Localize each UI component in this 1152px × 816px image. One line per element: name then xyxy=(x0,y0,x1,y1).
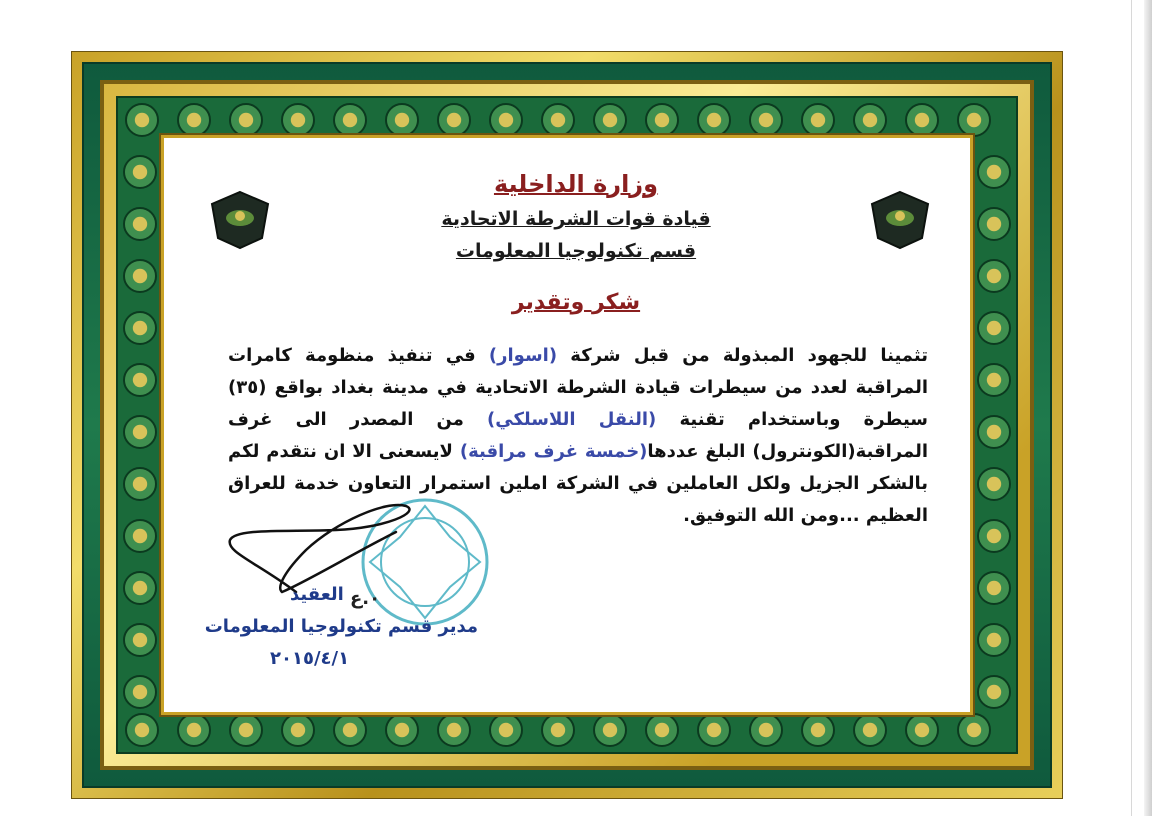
body-part-4: لايسعنى الا ان نتقدم لكم بالشكر الجزيل ولكل العاملين في الشركة املين استمرار التعاون خدمة للعراق العظيم ...ومن الله التوفيق. xyxy=(228,441,928,526)
vine-loop-center xyxy=(133,217,147,231)
signatory-rank: العقيد xyxy=(290,584,344,605)
vine-loop-center xyxy=(133,373,147,387)
department-title: قسم تكنولوجيا المعلومات xyxy=(455,240,697,262)
vine-loop-center xyxy=(133,633,147,647)
vine-loop-center xyxy=(395,723,409,737)
vine-loop-center xyxy=(343,113,357,127)
vine-loop-center xyxy=(291,113,305,127)
signatory-title: مدير قسم تكنولوجيا المعلومات xyxy=(204,616,478,637)
vine-loop-center xyxy=(133,269,147,283)
vine-loop-center xyxy=(135,113,149,127)
vine-loop-center xyxy=(343,723,357,737)
vine-loop-center xyxy=(499,723,513,737)
technology-name: (النقل اللاسلكي) xyxy=(487,409,657,430)
vine-loop-center xyxy=(239,723,253,737)
vine-loop-center xyxy=(987,477,1001,491)
signatory-abbreviation: ٠.ع xyxy=(350,588,381,609)
vine-loop-center xyxy=(133,321,147,335)
vine-loop-center xyxy=(291,723,305,737)
vine-loop-center xyxy=(987,217,1001,231)
vine-loop-center xyxy=(987,685,1001,699)
command-title: قيادة قوات الشرطة الاتحادية xyxy=(441,208,711,230)
vine-loop-center xyxy=(239,113,253,127)
police-emblem-right-icon xyxy=(866,188,934,252)
vine-loop-center xyxy=(967,723,981,737)
vine-loop-center xyxy=(987,529,1001,543)
vine-loop-center xyxy=(133,529,147,543)
vine-loop-center xyxy=(811,113,825,127)
vine-loop-center xyxy=(603,113,617,127)
vine-loop-center xyxy=(863,723,877,737)
certificate-date: ٢٠١٥/٤/١ xyxy=(270,648,350,669)
vine-loop-center xyxy=(707,723,721,737)
vine-loop-center xyxy=(987,425,1001,439)
body-part-2: في تنفيذ منظومة كامرات المراقبة لعدد من سيطرات قيادة الشرطة الاتحادية في مدينة بغداد بواقع (٣٥) سيطرة وباستخدام تقنية xyxy=(228,345,928,430)
body-part-1: تثمينا للجهود المبذولة من قبل شركة xyxy=(557,345,928,366)
vine-loop-center xyxy=(655,723,669,737)
vine-loop-center xyxy=(395,113,409,127)
vine-loop-center xyxy=(915,113,929,127)
body-part-3: من المصدر الى غرف المراقبة(الكونترول) البلغ عددها xyxy=(228,409,929,462)
vine-loop-center xyxy=(707,113,721,127)
vine-loop-center xyxy=(863,113,877,127)
vine-loop-center xyxy=(987,373,1001,387)
vine-loop-center xyxy=(967,113,981,127)
vine-loop-center xyxy=(133,581,147,595)
certificate-heading: شكر وتقدير xyxy=(511,290,641,315)
vine-loop-center xyxy=(447,723,461,737)
vine-loop-center xyxy=(759,113,773,127)
vine-loop-center xyxy=(987,321,1001,335)
vine-loop-center xyxy=(499,113,513,127)
vine-loop-center xyxy=(187,113,201,127)
vine-loop-center xyxy=(655,113,669,127)
police-emblem-left-icon xyxy=(206,188,274,252)
vine-loop-center xyxy=(135,723,149,737)
vine-loop-center xyxy=(987,269,1001,283)
vine-loop-center xyxy=(811,723,825,737)
vine-loop-center xyxy=(447,113,461,127)
vine-loop-center xyxy=(759,723,773,737)
vine-loop-center xyxy=(987,581,1001,595)
vine-loop-center xyxy=(915,723,929,737)
scan-border-line xyxy=(1131,0,1132,816)
vine-loop-center xyxy=(987,165,1001,179)
vine-loop-center xyxy=(987,633,1001,647)
ministry-title: وزارة الداخلية xyxy=(493,170,659,198)
vine-loop-center xyxy=(551,723,565,737)
vine-loop-center xyxy=(603,723,617,737)
scan-edge xyxy=(1144,0,1152,816)
rooms-count: (خمسة غرف مراقبة) xyxy=(459,441,648,462)
vine-loop-center xyxy=(133,685,147,699)
vine-loop-center xyxy=(551,113,565,127)
vine-loop-center xyxy=(133,477,147,491)
vine-loop-center xyxy=(187,723,201,737)
vine-loop-center xyxy=(133,165,147,179)
company-name: (اسوار) xyxy=(488,345,558,366)
vine-loop-center xyxy=(133,425,147,439)
